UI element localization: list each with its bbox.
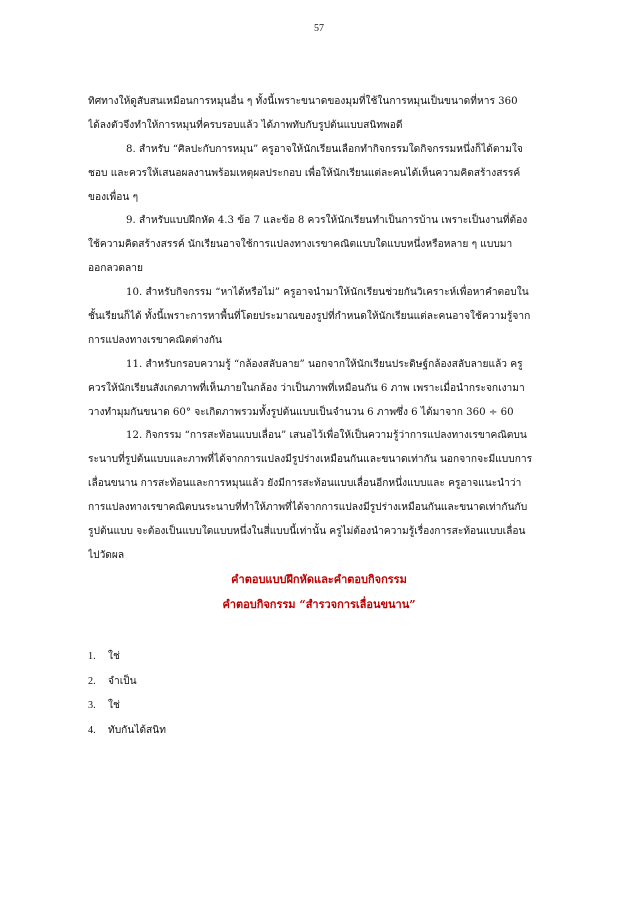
activity-heading: คำตอบกิจกรรม “สำรวจการเลื่อนขนาน”: [222, 598, 416, 611]
paragraph-line: การแปลงทางเรขาคณิตบนระนาบที่ทำให้ภาพที่ได้จากการแปลงมีรูปร่างเหมือนกันและขนาดเท่ากันกับ: [88, 502, 528, 514]
paragraph-line: 11. สำหรับกรอบความรู้ “กล้องสลับลาย” นอกจากให้นักเรียนประดิษฐ์กล้องสลับลายแล้ว ครู: [126, 358, 523, 370]
paragraph-line: ได้ลงตัวจึงทำให้การหมุนที่ครบรอบแล้ว ได้ภาพทับกับรูปต้นแบบสนิทพอดี: [88, 119, 403, 131]
paragraph-line: วางทำมุมกันขนาด 60° จะเกิดภาพรวมทั้งรูปต้นแบบเป็นจำนวน 6 ภาพซึ่ง 6 ได้มาจาก 360 ÷ 60: [88, 406, 514, 418]
section-heading: คำตอบแบบฝึกหัดและคำตอบกิจกรรม: [231, 573, 407, 586]
answer-text: ทับกันได้สนิท: [108, 724, 166, 736]
paragraph-line: รูปต้นแบบ จะต้องเป็นแบบใดแบบหนึ่งในสี่แบบนี้เท่านั้น ครูไม่ต้องนำความรู้เรื่องการสะท้อนแบบเลื่อน: [88, 526, 526, 538]
answer-number: 2.: [88, 675, 96, 687]
answer-text: ใช่: [108, 651, 120, 662]
body-text: [88, 90, 558, 568]
answer-section-headings: [0, 567, 638, 617]
paragraph-line: ไปวัดผล: [88, 549, 125, 561]
paragraph-line: 8. สำหรับ “ศิลปะกับการหมุน” ครูอาจให้นักเรียนเลือกทำกิจกรรมใดกิจกรรมหนึ่งก็ได้ตามใจ: [126, 143, 523, 155]
paragraph-line: ควรให้นักเรียนสังเกตภาพที่เห็นภายในกล้อง ว่าเป็นภาพที่เหมือนกัน 6 ภาพ เพราะเมื่อนำกระจกเงามา: [88, 382, 525, 394]
paragraph-line: 12. กิจกรรม “การสะท้อนแบบเลื่อน” เสนอไว้เพื่อให้เป็นความรู้ว่าการแปลงทางเรขาคณิตบน: [126, 430, 527, 442]
answer-list: [88, 645, 388, 743]
answer-number: 1.: [88, 651, 96, 662]
page-number: 57: [314, 23, 324, 34]
answer-item: [88, 645, 388, 670]
paragraph-line: 10. สำหรับกิจกรรม “หาได้หรือไม่” ครูอาจนำมาให้นักเรียนช่วยกันวิเคราะห์เพื่อหาคำตอบใน: [126, 287, 529, 299]
answer-text: ใช่: [108, 700, 120, 711]
paragraph-line: 9. สำหรับแบบฝึกหัด 4.3 ข้อ 7 และข้อ 8 ควรให้นักเรียนทำเป็นการบ้าน เพราะเป็นงานที่ต้อง: [126, 215, 528, 227]
paragraph-line: ออกลวดลาย: [88, 263, 143, 275]
paragraph-line: การแปลงทางเรขาคณิตต่างกัน: [88, 334, 222, 346]
paragraph-line: ทิศทางให้ดูสับสนเหมือนการหมุนอื่น ๆ ทั้งนี้เพราะขนาดของมุมที่ใช้ในการหมุนเป็นขนาดที่หาร 360: [88, 96, 518, 107]
answer-text: จำเป็น: [108, 675, 137, 687]
paragraph-line: ระนาบที่รูปต้นแบบและภาพที่ได้จากการแปลงมีรูปร่างเหมือนกันและขนาดเท่ากัน นอกจากจะมีแบบการ: [88, 454, 533, 466]
paragraph-line: ชอบ และควรให้เสนอผลงานพร้อมเหตุผลประกอบ เพื่อให้นักเรียนแต่ละคนได้เห็นความคิดสร้างสรรค์: [88, 167, 521, 179]
paragraph-line: ของเพื่อน ๆ: [88, 191, 139, 203]
paragraph-line: ใช้ความคิดสร้างสรรค์ นักเรียนอาจใช้การแปลงทางเรขาคณิตแบบใดแบบหนึ่งหรือหลาย ๆ แบบมา: [88, 239, 513, 251]
answer-item: [88, 719, 388, 744]
answer-number: 3.: [88, 700, 96, 711]
paragraph-line: ชั้นเรียนก็ได้ ทั้งนี้เพราะการหาพื้นที่โดยประมาณของรูปที่กำหนดให้นักเรียนแต่ละคนอาจใช้ความรู้จาก: [88, 311, 531, 323]
answer-item: [88, 694, 388, 719]
paragraph-line: เลื่อนขนาน การสะท้อนและการหมุนแล้ว ยังมีการสะท้อนแบบเลื่อนอีกหนึ่งแบบและ ครูอาจแนะนำว่า: [88, 478, 522, 490]
answer-item: [88, 670, 388, 695]
answer-number: 4.: [88, 724, 96, 736]
